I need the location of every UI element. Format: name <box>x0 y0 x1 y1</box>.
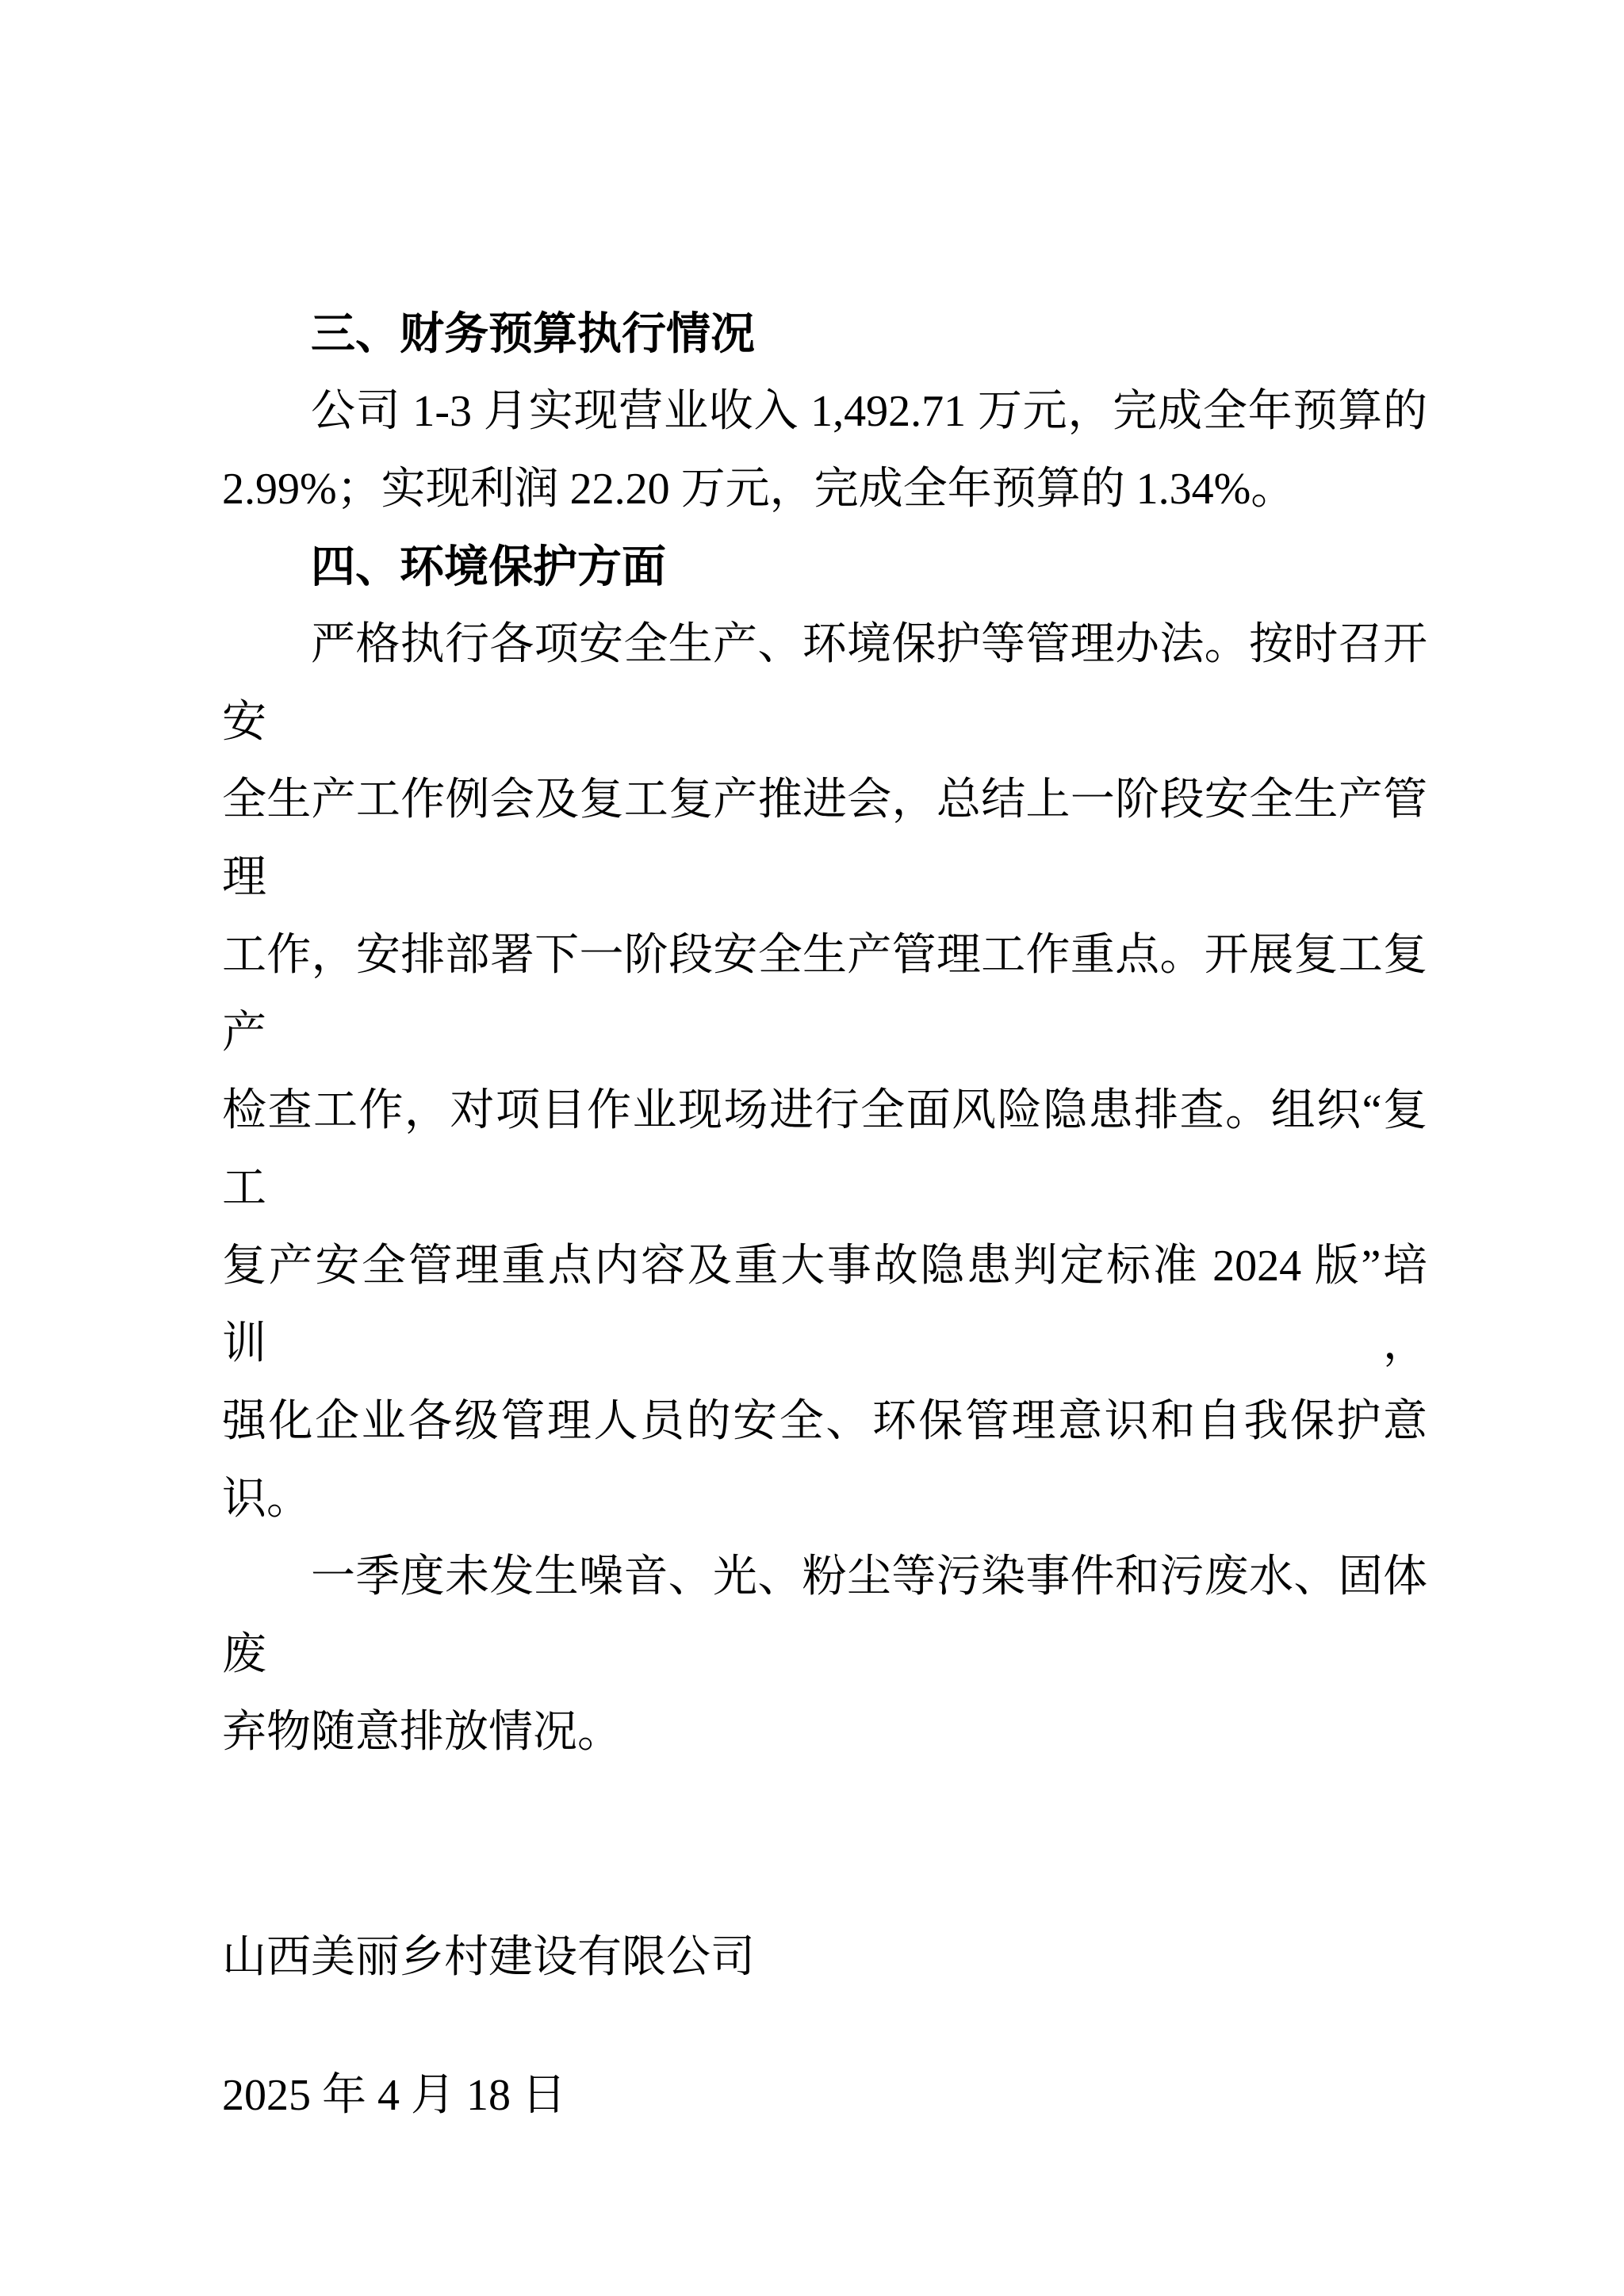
document-content <box>222 295 1427 2134</box>
section-heading-finance-budget: 三、财务预算执行情况 <box>311 308 755 358</box>
paragraph-finance-line-2: 2.99%；实现利润 22.20 万元，完成全年预算的 1.34%。 <box>222 465 1296 514</box>
paragraph-environment-line-6: 强化企业各级管理人员的安全、环保管理意识和自我保护意识。 <box>222 1397 1427 1524</box>
section-heading-environment: 四、环境保护方面 <box>311 541 666 591</box>
paragraph-pollution-line-1: 一季度未发生噪音、光、粉尘等污染事件和污废水、固体废 <box>222 1552 1427 1679</box>
paragraph-environment-line-2: 全生产工作例会及复工复产推进会，总结上一阶段安全生产管理 <box>222 775 1427 902</box>
paragraph-pollution-line-2: 弃物随意排放情况。 <box>222 1708 622 1757</box>
paragraph-finance-line-1: 公司 1-3 月实现营业收入 1,492.71 万元，完成全年预算的 <box>311 387 1427 436</box>
paragraph-environment-line-1: 严格执行各项安全生产、环境保护等管理办法。按时召开安 <box>222 620 1427 747</box>
paragraph-environment-line-3: 工作，安排部署下一阶段安全生产管理工作重点。开展复工复产 <box>222 931 1427 1058</box>
paragraph-environment-line-5: 复产安全管理重点内容及重大事故隐患判定标准 2024 版”培训， <box>222 1242 1427 1368</box>
signature-company-name: 山西美丽乡村建设有限公司 <box>222 1933 755 1982</box>
paragraph-environment-line-4: 检查工作，对项目作业现场进行全面风险隐患排查。组织“复工 <box>222 1086 1427 1213</box>
signature-date: 2025 年 4 月 18 日 <box>222 2071 566 2120</box>
